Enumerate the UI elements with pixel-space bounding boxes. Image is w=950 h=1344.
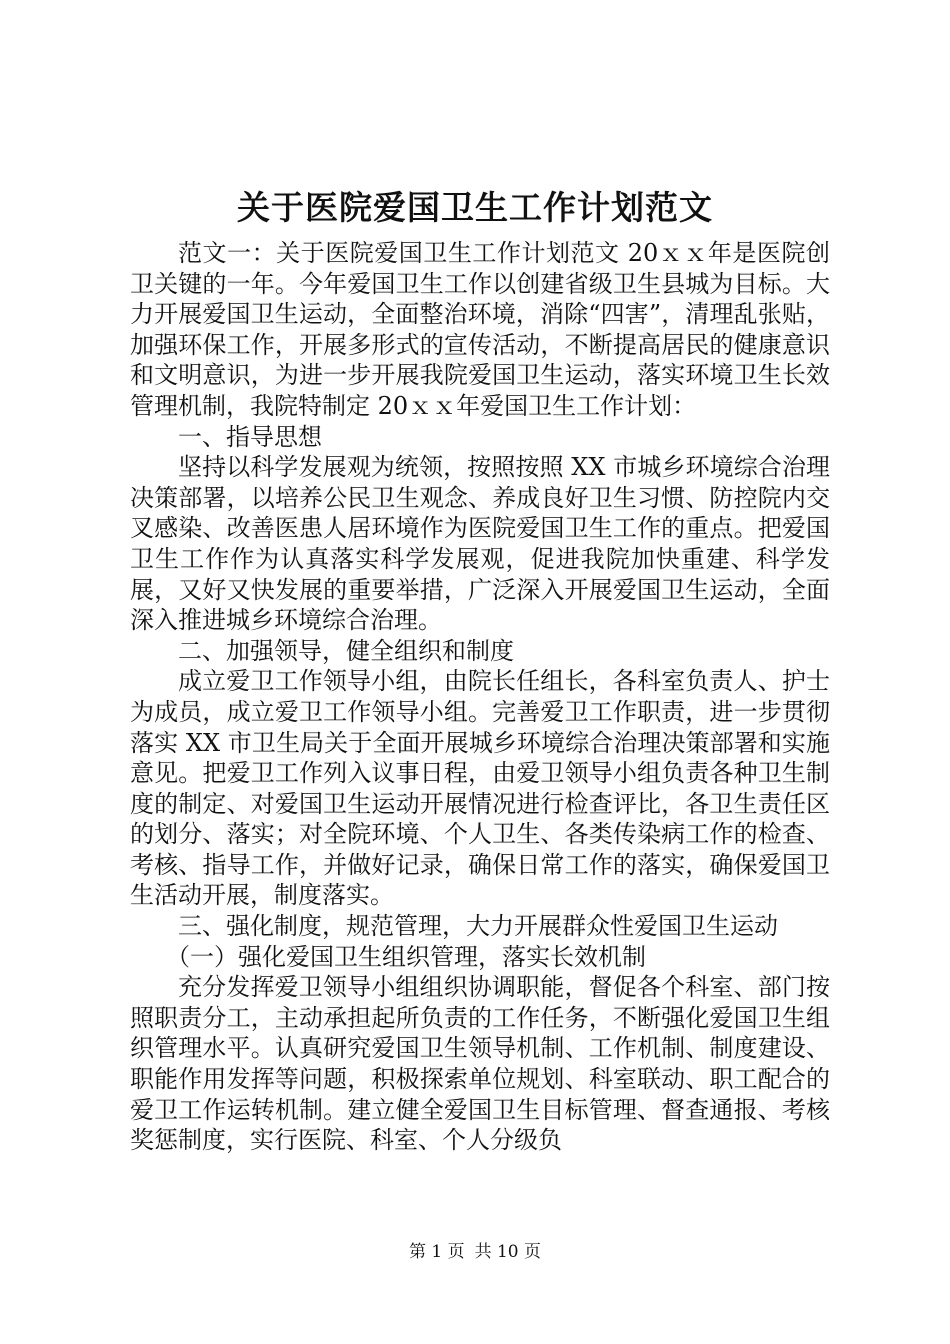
paragraph-management: 充分发挥爱卫领导小组组织协调职能，督促各个科室、部门按照职责分工，主动承担起所负责的工作任务，不断强化爱国卫生组织管理水平。认真研究爱国卫生领导机制、工作机制、制度建设、职能作用发挥等问题，积极探索单位规划、科室联动、职工配合的爱卫工作运转机制。建立健全爱国卫生目标管理、督查通报、考核奖惩制度，实行医院、科室、个人分级负 bbox=[130, 973, 830, 1155]
subsection-heading-management: （一）强化爱国卫生组织管理，落实长效机制 bbox=[166, 942, 646, 971]
section-heading-leadership: 二、加强领导，健全组织和制度 bbox=[178, 636, 514, 665]
section-heading-system: 三、强化制度，规范管理，大力开展群众性爱国卫生运动 bbox=[178, 912, 778, 941]
paragraph-intro: 范文一：关于医院爱国卫生工作计划范文 20ｘｘ年是医院创卫关键的一年。今年爱国卫生工作以创建省级卫生县城为目标。大力开展爱国卫生运动，全面整治环境，消除“四害”，清理乱张贴，加强环保工作，开展多形式的宣传活动，不断提高居民的健康意识和文明意识，为进一步开展我院爱国卫生运动，落实环境卫生长效管理机制，我院特制定 20ｘｘ年爱国卫生工作计划： bbox=[130, 239, 830, 420]
document-body bbox=[130, 238, 830, 1156]
paragraph-guiding-ideology: 坚持以科学发展观为统领，按照按照 XX 市城乡环境综合治理决策部署，以培养公民卫生观念、养成良好卫生习惯、防控院内交叉感染、改善医患人居环境作为医院爱国卫生工作的重点。把爱国卫生工作作为认真落实科学发展观，促进我院加快重建、科学发展，又好又快发展的重要举措，广泛深入开展爱国卫生运动，全面深入推进城乡环境综合治理。 bbox=[130, 453, 830, 635]
section-heading-guiding-ideology: 一、指导思想 bbox=[178, 422, 322, 451]
page-number: 第 1 页 bbox=[408, 1242, 465, 1262]
paragraph-leadership: 成立爱卫工作领导小组，由院长任组长，各科室负责人、护士为成员，成立爱卫工作领导小组。完善爱卫工作职责，进一步贯彻落实 XX 市卫生局关于全面开展城乡环境综合治理决策部署和实施意见。把爱卫工作列入议事日程，由爱卫领导小组负责各种卫生制度的制定、对爱国卫生运动开展情况进行检查评比，各卫生责任区的划分、落实；对全院环境、个人卫生、各类传染病工作的检查、考核、指导工作，并做好记录，确保日常工作的落实，确保爱国卫生活动开展，制度落实。 bbox=[130, 667, 830, 910]
page-total: 共 10 页 bbox=[474, 1242, 542, 1262]
page-footer bbox=[0, 1240, 950, 1264]
document-title: 关于医院爱国卫生工作计划范文 bbox=[237, 188, 713, 227]
